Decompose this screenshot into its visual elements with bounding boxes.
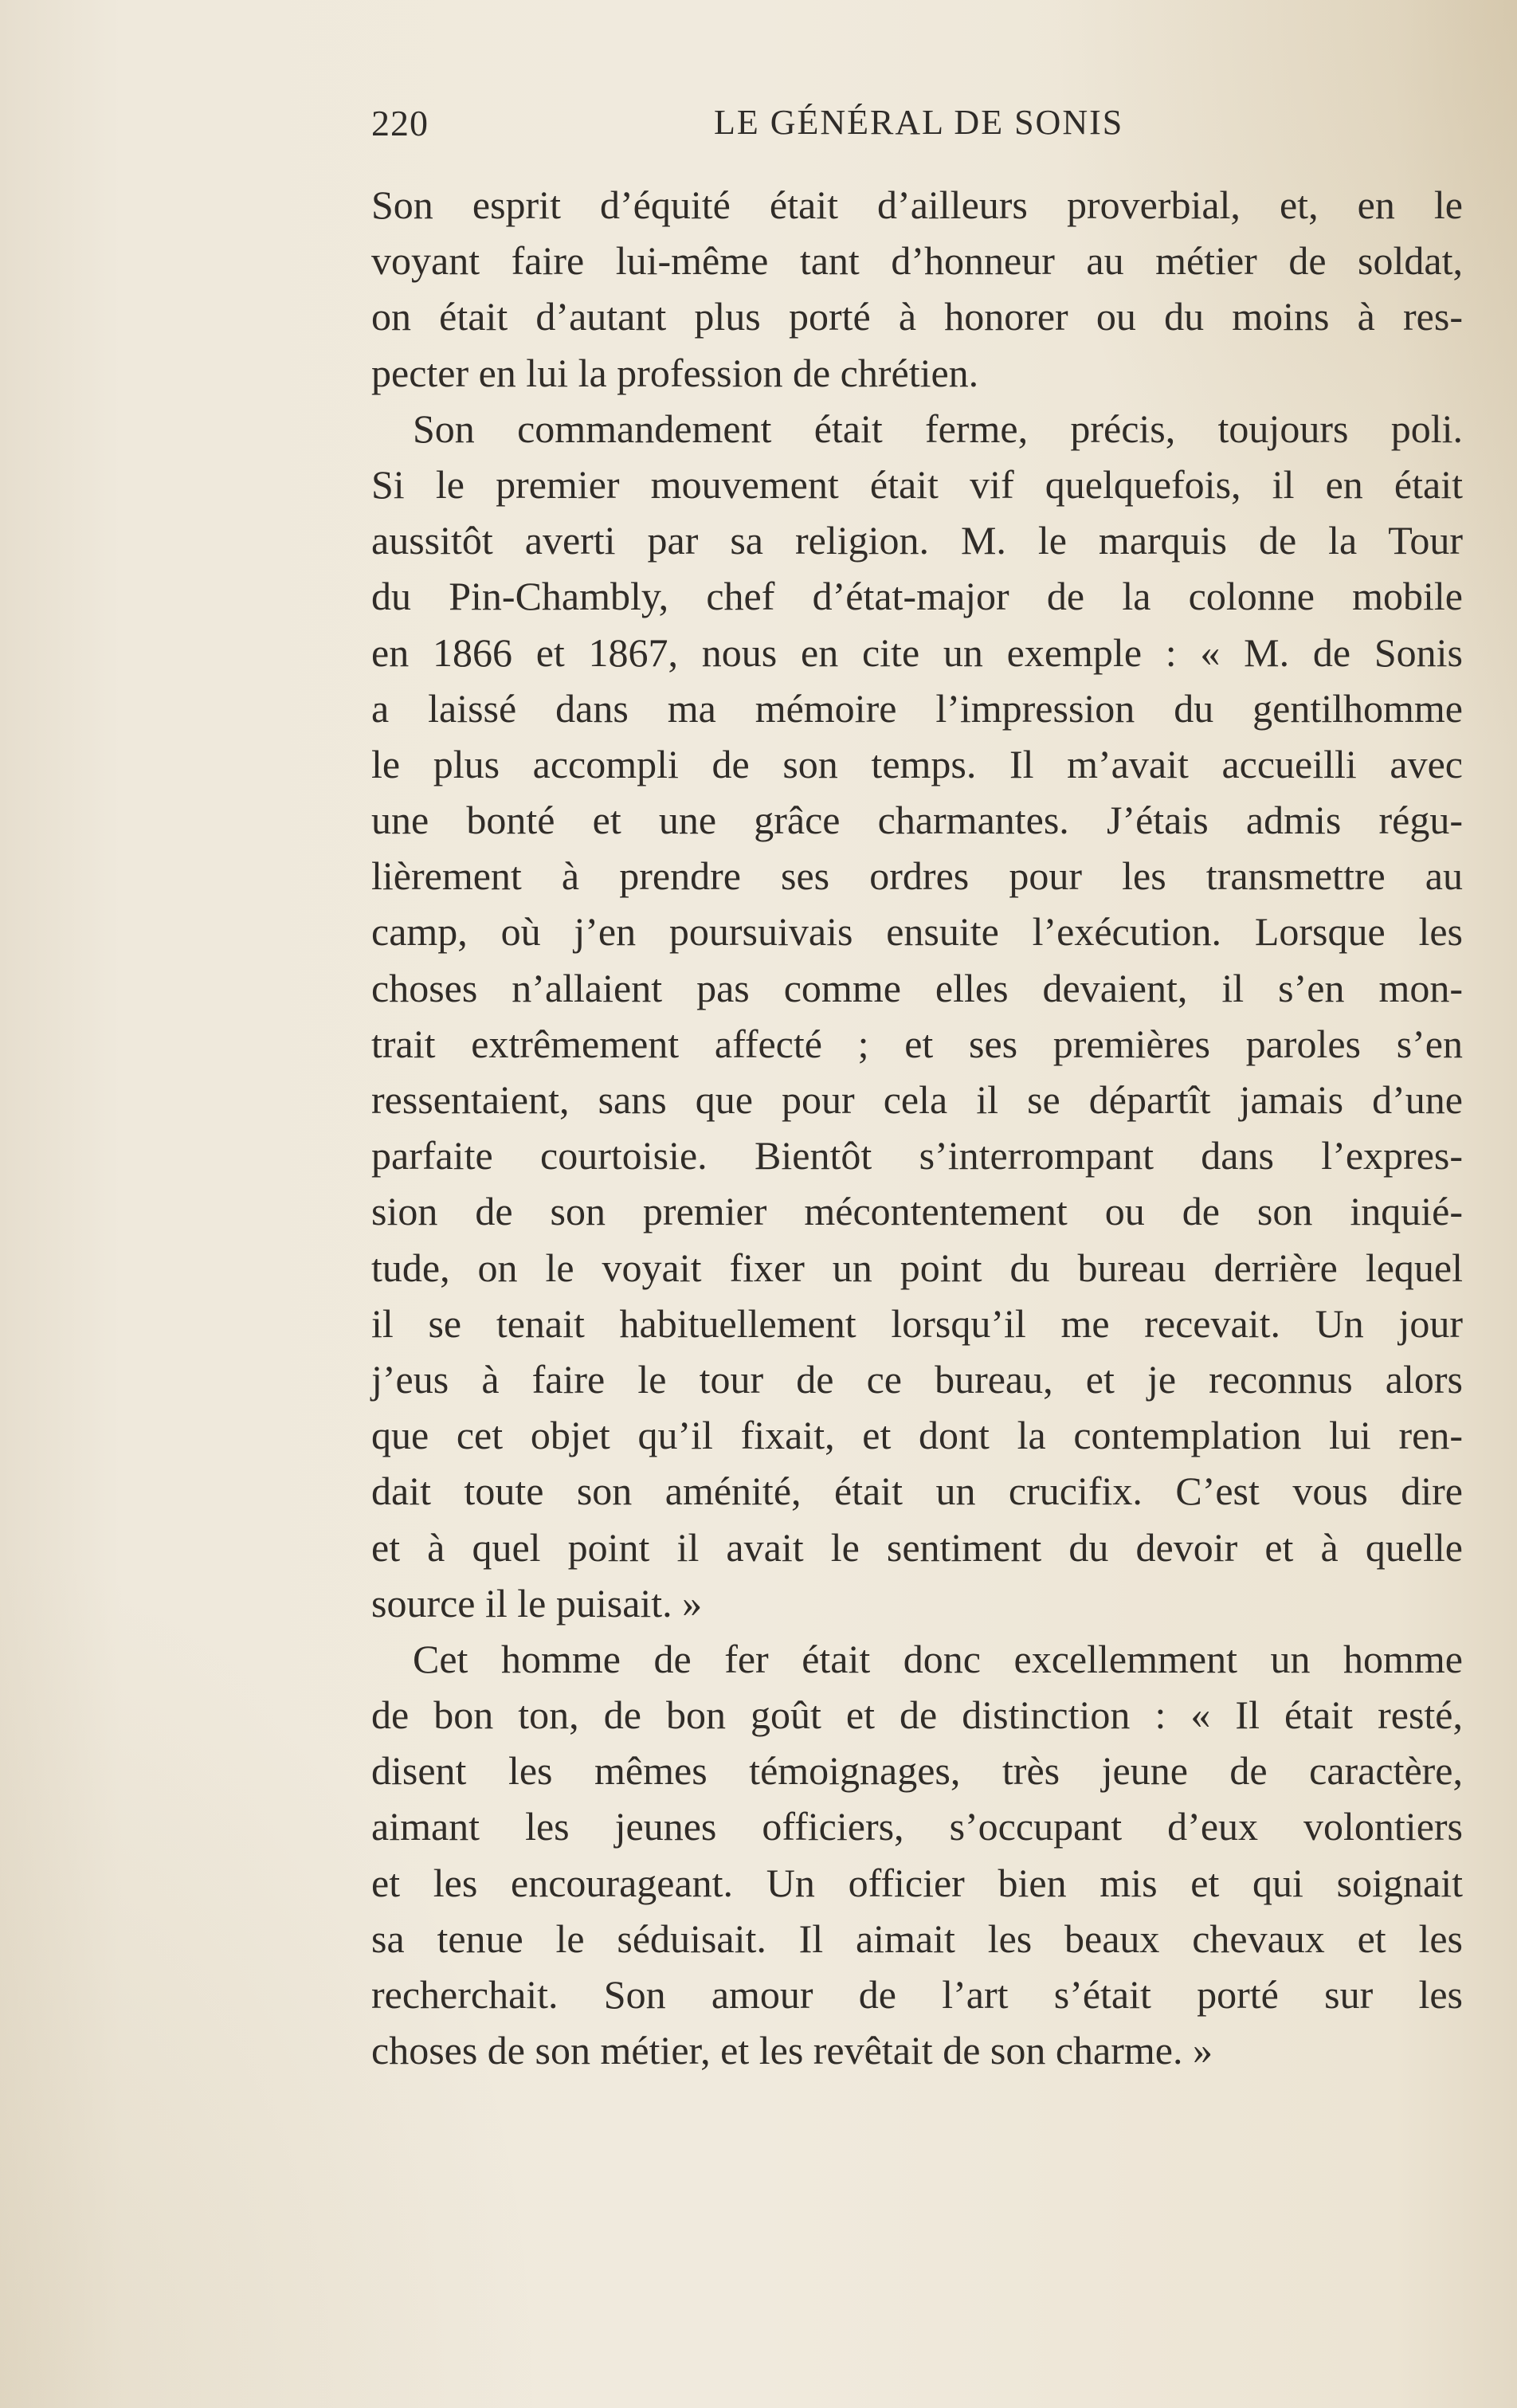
text-line: dait toute son aménité, était un crucifix. C’est vous dire: [371, 1469, 1463, 1514]
text-line: Si le premier mouvement était vif quelquefois, il en était: [371, 461, 1463, 507]
text-line: tude, on le voyait fixer un point du bureau derrière lequel: [371, 1245, 1463, 1290]
text-line: aimant les jeunes officiers, s’occupant d’eux volontiers: [371, 1804, 1463, 1849]
text-line: Cet homme de fer était donc excellemment un homme: [413, 1636, 1463, 1681]
text-line: voyant faire lui-même tant d’honneur au métier de soldat,: [371, 238, 1463, 284]
text-line: source il le puisait. »: [371, 1580, 703, 1626]
text-line: j’eus à faire le tour de ce bureau, et je reconnus alors: [371, 1356, 1463, 1402]
text-line: en 1866 et 1867, nous en cite un exemple : « M. de Sonis: [371, 629, 1463, 675]
text-line: on était d’autant plus porté à honorer ou du moins à res-: [371, 294, 1463, 339]
text-line: de bon ton, de bon goût et de distinction : « Il était resté,: [371, 1692, 1463, 1738]
text-line: il se tenait habituellement lorsqu’il me recevait. Un jour: [371, 1300, 1463, 1346]
text-line: ressentaient, sans que pour cela il se départît jamais d’une: [371, 1077, 1463, 1122]
text-line: sion de son premier mécontentement ou de son inquié-: [371, 1189, 1463, 1234]
text-line: Son esprit d’équité était d’ailleurs proverbial, et, en le: [371, 182, 1463, 227]
text-line: choses n’allaient pas comme elles devaient, il s’en mon-: [371, 965, 1463, 1010]
text-line: que cet objet qu’il fixait, et dont la contemplation lui ren-: [371, 1413, 1463, 1458]
text-line: choses de son métier, et les revêtait de son charme. »: [371, 2028, 1213, 2073]
text-line: sa tenue le séduisait. Il aimait les beaux chevaux et les: [371, 1916, 1463, 1961]
page-header: [371, 102, 1463, 158]
text-line: aussitôt averti par sa religion. M. le marquis de la Tour: [371, 518, 1463, 563]
text-line: a laissé dans ma mémoire l’impression du gentilhomme: [371, 685, 1463, 731]
text-line: le plus accompli de son temps. Il m’avait accueilli avec: [371, 741, 1463, 786]
text-line: recherchait. Son amour de l’art s’était porté sur les: [371, 1972, 1463, 2017]
text-line: pecter en lui la profession de chrétien.: [371, 350, 979, 395]
running-head: LE GÉNÉRAL DE SONIS: [714, 103, 1124, 142]
text-line: et à quel point il avait le sentiment du devoir et à quelle: [371, 1524, 1463, 1570]
text-line: lièrement à prendre ses ordres pour les transmettre au: [371, 853, 1463, 899]
text-line: trait extrêmement affecté ; et ses premières paroles s’en: [371, 1021, 1463, 1066]
text-line: du Pin-Chambly, chef d’état-major de la colonne mobile: [371, 574, 1463, 619]
text-line: et les encourageant. Un officier bien mis et qui soignait: [371, 1860, 1463, 1905]
text-line: parfaite courtoisie. Bientôt s’interrompant dans l’expres-: [371, 1133, 1463, 1179]
text-line: camp, où j’en poursuivais ensuite l’exécution. Lorsque les: [371, 909, 1463, 955]
page-number: 220: [371, 103, 429, 143]
body-text: [371, 177, 1463, 2078]
text-line: une bonté et une grâce charmantes. J’étais admis régu-: [371, 798, 1463, 843]
text-line: Son commandement était ferme, précis, toujours poli.: [413, 406, 1463, 451]
text-line: disent les mêmes témoignages, très jeune de caractère,: [371, 1748, 1463, 1794]
